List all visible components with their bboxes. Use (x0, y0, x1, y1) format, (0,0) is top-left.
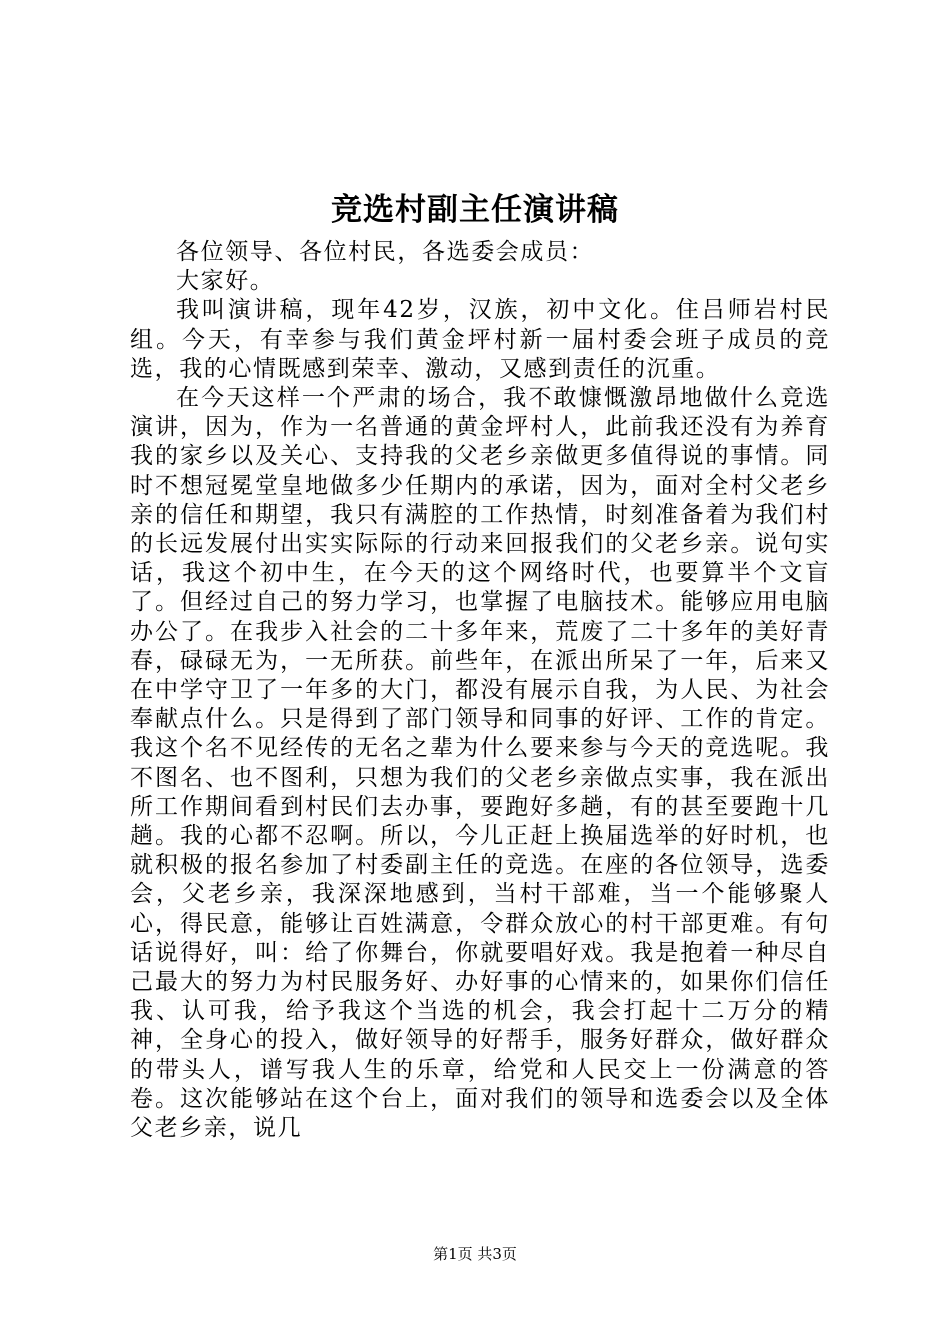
page-footer: 第1页 共3页 (433, 1245, 517, 1263)
document-body (130, 238, 830, 1143)
main-paragraph: 在今天这样一个严肃的场合，我不敢慷慨激昂地做什么竞选演讲，因为，作为一名普通的黄金坪村人，此前我还没有为养育我的家乡以及关心、支持我的父老乡亲做更多值得说的事情。同时不想冠冕堂皇地做多少任期内的承诺，因为，面对全村父老乡亲的信任和期望，我只有满腔的工作热情，时刻准备着为我们村的长远发展付出实实际际的行动来回报我们的父老乡亲。说句实话，我这个初中生，在今天的这个网络时代，也要算半个文盲了。但经过自己的努力学习，也掌握了电脑技术。能够应用电脑办公了。在我步入社会的二十多年来，荒废了二十多年的美好青春，碌碌无为，一无所获。前些年，在派出所呆了一年，后来又在中学守卫了一年多的大门，都没有展示自我，为人民、为社会奉献点什么。只是得到了部门领导和同事的好评、工作的肯定。我这个名不见经传的无名之辈为什么要来参与今天的竞选呢。我不图名、也不图利，只想为我们的父老乡亲做点实事，我在派出所工作期间看到村民们去办事，要跑好多趟，有的甚至要跑十几趟。我的心都不忍啊。所以，今儿正赶上换届选举的好时机，也就积极的报名参加了村委副主任的竞选。在座的各位领导，选委会，父老乡亲，我深深地感到，当村干部难，当一个能够聚人心，得民意，能够让百姓满意，令群众放心的村干部更难。有句话说得好，叫：给了你舞台，你就要唱好戏。我是抱着一种尽自己最大的努力为村民服务好、办好事的心情来的，如果你们信任我、认可我，给予我这个当选的机会，我会打起十二万分的精神，全身心的投入，做好领导的好帮手，服务好群众，做好群众的带头人，谱写我人生的乐章，给党和人民交上一份满意的答卷。这次能够站在这个台上，面对我们的领导和选委会以及全体父老乡亲，说几 (130, 385, 830, 1142)
document-title: 竞选村副主任演讲稿 (331, 192, 619, 228)
introduction-paragraph: 我叫演讲稿，现年42岁，汉族，初中文化。住吕师岩村民组。今天，有幸参与我们黄金坪村新一届村委会班子成员的竞选，我的心情既感到荣幸、激动，又感到责任的沉重。 (130, 297, 830, 382)
salutation-paragraph: 各位领导、各位村民，各选委会成员： (176, 239, 595, 265)
greeting-paragraph: 大家好。 (176, 268, 275, 295)
